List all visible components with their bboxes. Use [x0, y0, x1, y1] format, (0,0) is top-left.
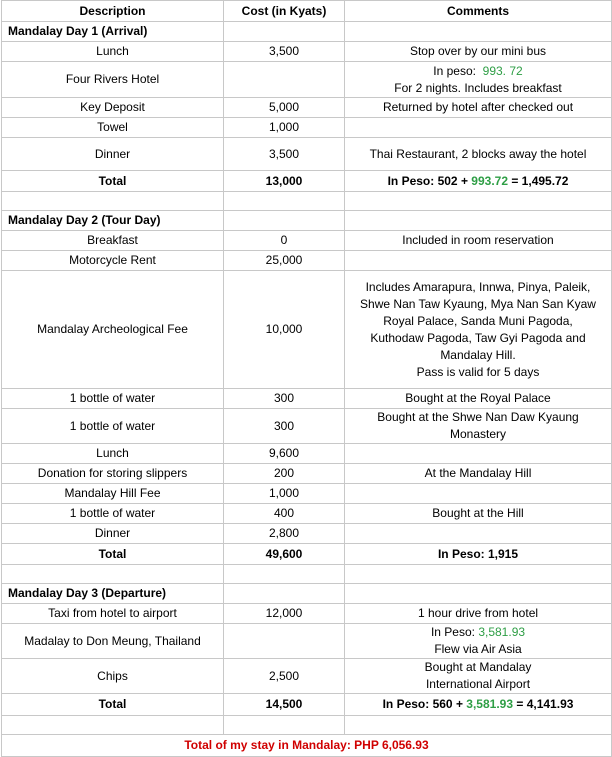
row-comment: Bought at the Hill: [345, 504, 612, 524]
row-desc: Chips: [2, 659, 224, 694]
row-cost: 400: [224, 504, 345, 524]
total-comment: In Peso: 560 + 3,581.93 = 4,141.93: [345, 694, 612, 716]
header-comments: Comments: [345, 1, 612, 22]
row-comment: In Peso: 3,581.93 Flew via Air Asia: [345, 624, 612, 659]
row-comment: [345, 444, 612, 464]
table-row: [2, 409, 612, 444]
total-cost: 13,000: [224, 171, 345, 192]
row-desc: Breakfast: [2, 231, 224, 251]
row-desc: Key Deposit: [2, 98, 224, 118]
total-label: Total: [2, 544, 224, 565]
row-cost: 25,000: [224, 251, 345, 271]
row-cost: 300: [224, 409, 345, 444]
table-row: [2, 98, 612, 118]
row-cost: 1,000: [224, 484, 345, 504]
header-description: Description: [2, 1, 224, 22]
total-label: Total: [2, 171, 224, 192]
total-cost: 14,500: [224, 694, 345, 716]
total-comment: In Peso: 1,915: [345, 544, 612, 565]
row-comment: Returned by hotel after checked out: [345, 98, 612, 118]
row-desc: 1 bottle of water: [2, 389, 224, 409]
header-cost: Cost (in Kyats): [224, 1, 345, 22]
row-cost: [224, 624, 345, 659]
peso-amount: 3,581.93: [478, 625, 526, 639]
row-desc: Dinner: [2, 138, 224, 171]
row-desc: Mandalay Archeological Fee: [2, 271, 224, 389]
peso-amount: 993.72: [471, 173, 508, 188]
row-cost: 2,800: [224, 524, 345, 544]
row-comment: 1 hour drive from hotel: [345, 604, 612, 624]
total-comment: In Peso: 502 + 993.72 = 1,495.72: [345, 171, 612, 192]
table-row: [2, 42, 612, 62]
row-desc: 1 bottle of water: [2, 409, 224, 444]
table-row: [2, 118, 612, 138]
table-row: [2, 251, 612, 271]
row-cost: 5,000: [224, 98, 345, 118]
row-desc: Lunch: [2, 444, 224, 464]
row-comment: Included in room reservation: [345, 231, 612, 251]
day3-title: Mandalay Day 3 (Departure): [2, 584, 224, 604]
row-cost: 3,500: [224, 42, 345, 62]
row-cost: 1,000: [224, 118, 345, 138]
row-comment: At the Mandalay Hill: [345, 464, 612, 484]
table-row: [2, 271, 612, 389]
table-row: [2, 504, 612, 524]
row-desc: Motorcycle Rent: [2, 251, 224, 271]
row-desc: Four Rivers Hotel: [2, 62, 224, 98]
table-row: [2, 444, 612, 464]
row-cost: 3,500: [224, 138, 345, 171]
row-desc: Mandalay Hill Fee: [2, 484, 224, 504]
row-desc: Dinner: [2, 524, 224, 544]
row-cost: 300: [224, 389, 345, 409]
peso-amount: 993. 72: [482, 63, 523, 78]
row-cost: 12,000: [224, 604, 345, 624]
total-cost: 49,600: [224, 544, 345, 565]
table-row: [2, 604, 612, 624]
spacer-row: [2, 565, 612, 584]
row-desc: Towel: [2, 118, 224, 138]
table-row: [2, 389, 612, 409]
row-comment: Stop over by our mini bus: [345, 42, 612, 62]
row-desc: Donation for storing slippers: [2, 464, 224, 484]
day2-total-row: [2, 544, 612, 565]
spacer-row: [2, 192, 612, 211]
row-comment: Bought at the Shwe Nan Daw Kyaung Monastery: [345, 409, 612, 444]
row-desc: Madalay to Don Meung, Thailand: [2, 624, 224, 659]
row-comment: [345, 484, 612, 504]
row-cost: 10,000: [224, 271, 345, 389]
row-comment: Bought at Mandalay International Airport: [345, 659, 612, 694]
table-row: [2, 484, 612, 504]
row-comment: Includes Amarapura, Innwa, Pinya, Paleik, Shwe Nan Taw Kyaung, Mya Nan San Kyaw Royal Palace, Sanda Muni Pagoda, Kuthodaw Pagoda, Taw Gyi Pagoda and Mandalay Hill. Pass is valid for 5 days: [345, 271, 612, 389]
day3-total-row: [2, 694, 612, 716]
spacer-row: [2, 716, 612, 735]
peso-amount: 3,581.93: [466, 697, 514, 711]
table-row: [2, 524, 612, 544]
grand-total-row: [2, 735, 612, 757]
row-cost: 0: [224, 231, 345, 251]
row-desc: Taxi from hotel to airport: [2, 604, 224, 624]
grand-total: Total of my stay in Mandalay: PHP 6,056.93: [2, 735, 612, 757]
table-row: [2, 464, 612, 484]
comment-text: For 2 nights. Includes breakfast: [394, 80, 562, 95]
row-comment: Thai Restaurant, 2 blocks away the hotel: [345, 138, 612, 171]
row-desc: 1 bottle of water: [2, 504, 224, 524]
row-cost: 9,600: [224, 444, 345, 464]
row-comment: [345, 251, 612, 271]
day2-title: Mandalay Day 2 (Tour Day): [2, 211, 224, 231]
row-comment: [345, 524, 612, 544]
row-cost: 2,500: [224, 659, 345, 694]
row-comment: [345, 62, 612, 98]
table-row: [2, 62, 612, 98]
day3-title-row: [2, 584, 612, 604]
day2-title-row: [2, 211, 612, 231]
total-label: Total: [2, 694, 224, 716]
table-row: [2, 231, 612, 251]
day1-title: Mandalay Day 1 (Arrival): [2, 22, 224, 42]
day1-title-row: [2, 22, 612, 42]
row-desc: Lunch: [2, 42, 224, 62]
day1-total-row: [2, 171, 612, 192]
table-row: [2, 659, 612, 694]
row-comment: [345, 118, 612, 138]
row-cost: [224, 62, 345, 98]
table-row: [2, 138, 612, 171]
header-row: [2, 1, 612, 22]
row-cost: 200: [224, 464, 345, 484]
row-comment: Bought at the Royal Palace: [345, 389, 612, 409]
table-row: [2, 624, 612, 659]
expense-table: [1, 0, 612, 757]
comment-text: In peso:: [433, 63, 476, 78]
